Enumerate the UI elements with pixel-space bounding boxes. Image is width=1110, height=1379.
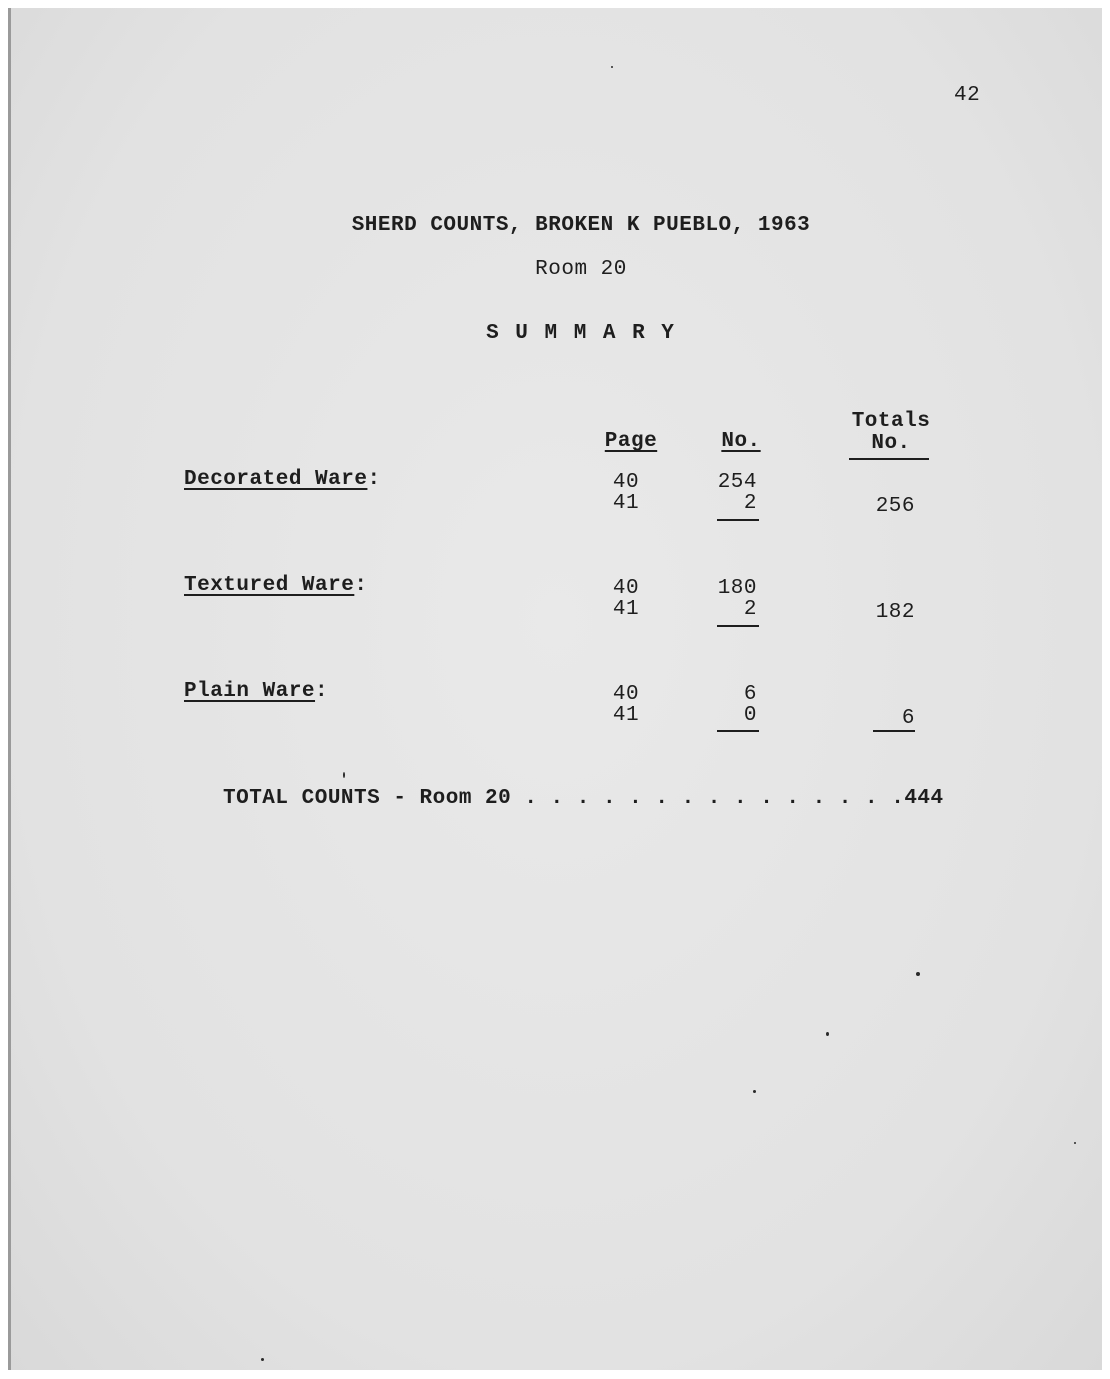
row-no: 180	[717, 577, 757, 600]
row-no: 0	[743, 704, 757, 727]
group-total: 6	[901, 707, 915, 730]
scan-speck	[343, 772, 345, 778]
row-no: 254	[717, 471, 757, 494]
subtotal-rule	[717, 625, 759, 627]
subtotal-rule	[717, 730, 759, 732]
row-page: 41	[612, 704, 640, 727]
group-label-colon: :	[315, 680, 329, 703]
row-no: 2	[743, 492, 757, 515]
group-label-text: Plain Ware	[184, 680, 316, 703]
column-header-page: Page	[604, 430, 658, 453]
room-subtitle: Room 20	[535, 258, 627, 281]
scan-speck	[753, 1090, 756, 1093]
document-page	[8, 8, 1102, 1370]
grand-total-leader: . . . . . . . . . . . . . . .	[511, 787, 905, 810]
group-label-text: Textured Ware	[184, 574, 355, 597]
grand-total-label: TOTAL COUNTS - Room 20	[223, 787, 512, 810]
scan-speck	[826, 1032, 829, 1036]
group-total: 182	[875, 601, 915, 624]
column-header-no: No.	[721, 430, 761, 453]
scan-speck	[261, 1358, 264, 1361]
group-total: 256	[875, 495, 915, 518]
column-header-totals: Totals	[851, 410, 931, 433]
summary-heading: S U M M A R Y	[486, 322, 676, 345]
row-page: 41	[612, 598, 640, 621]
group-label-text: Decorated Ware	[184, 468, 368, 491]
column-header-totals-no: No.	[871, 432, 911, 455]
scan-speck	[611, 66, 613, 68]
group-label-textured	[184, 574, 367, 598]
row-no: 6	[743, 683, 757, 706]
subtotal-rule	[717, 519, 759, 521]
scan-speck	[916, 972, 920, 976]
document-title: SHERD COUNTS, BROKEN K PUEBLO, 1963	[351, 214, 811, 237]
totals-header-rule	[849, 458, 929, 460]
page-number: 42	[954, 84, 981, 107]
scan-speck	[1074, 1142, 1076, 1144]
row-page: 40	[612, 683, 640, 706]
total-rule	[873, 730, 915, 732]
grand-total-line	[223, 787, 944, 811]
row-page: 40	[612, 471, 640, 494]
group-label-colon: :	[367, 468, 381, 491]
grand-total-value: 444	[904, 787, 944, 810]
group-label-colon: :	[354, 574, 368, 597]
row-page: 41	[612, 492, 640, 515]
group-label-decorated	[184, 468, 381, 492]
row-no: 2	[743, 598, 757, 621]
group-label-plain	[184, 680, 328, 704]
row-page: 40	[612, 577, 640, 600]
